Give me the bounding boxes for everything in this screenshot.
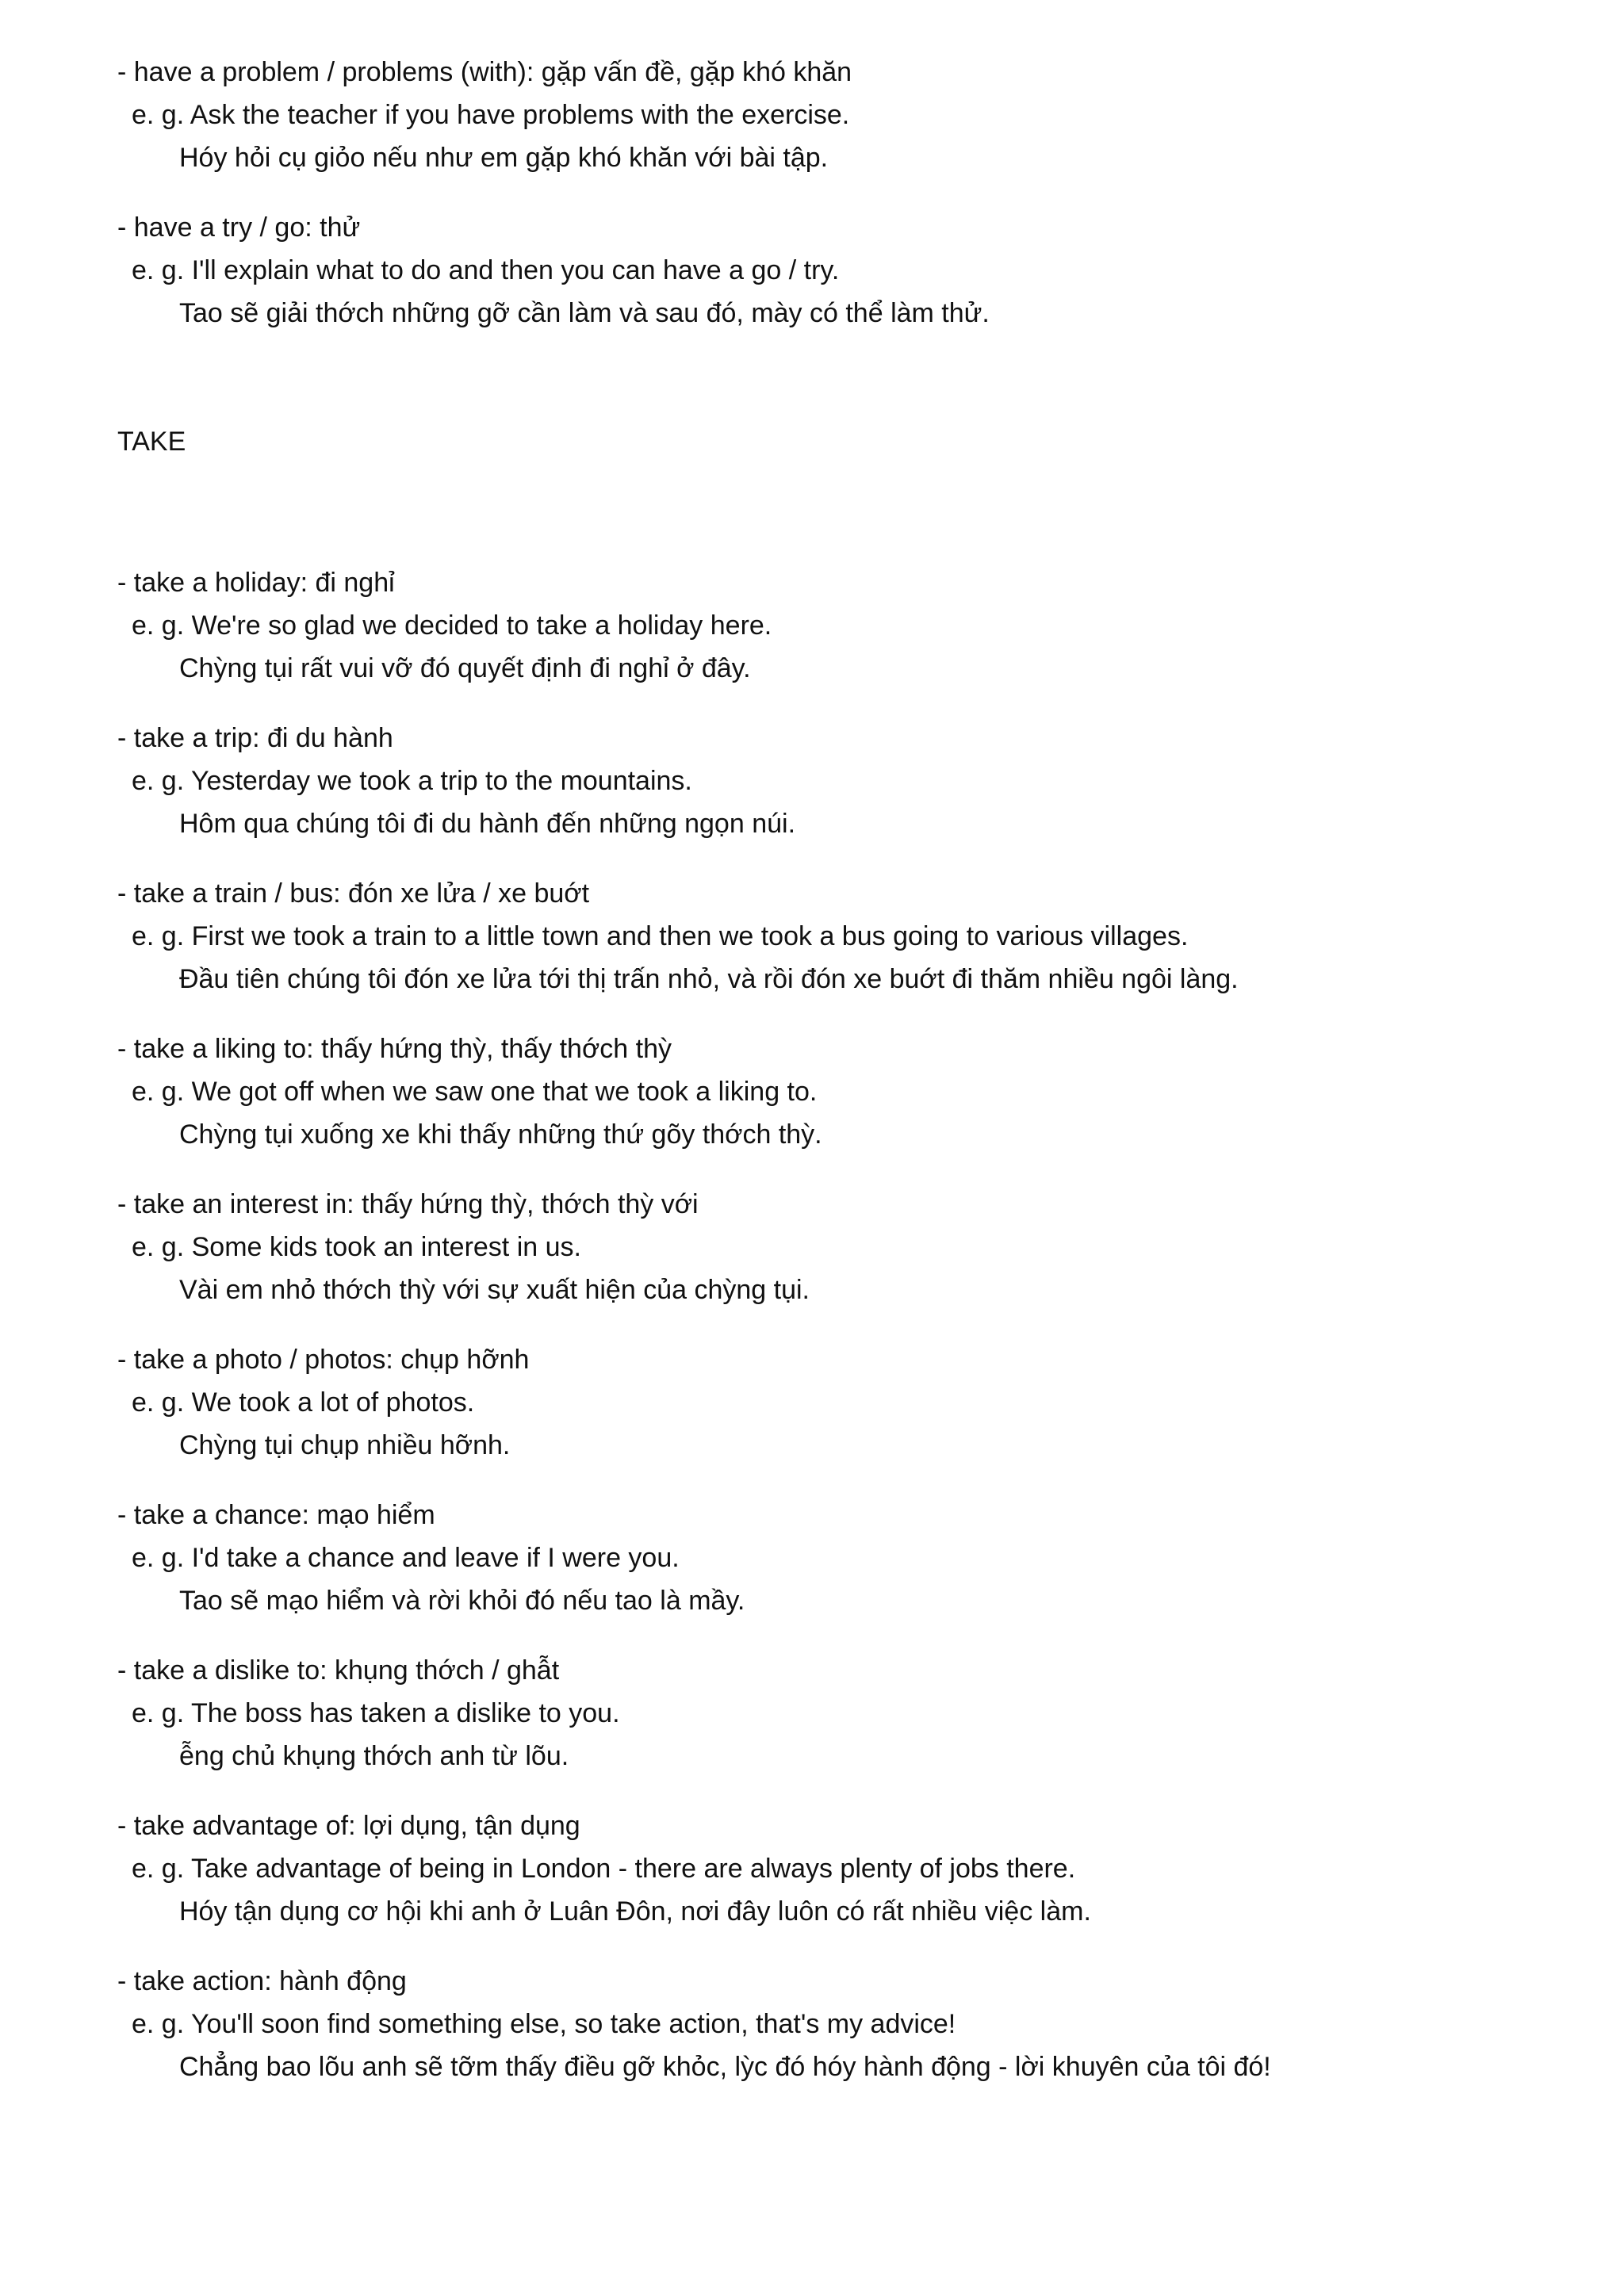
entry-translation: Tao sẽ mạo hiểm và rời khỏi đó nếu tao là mầy. <box>179 1586 745 1616</box>
entry-take-a-liking-to <box>117 1027 1624 1156</box>
entry-have-a-try <box>117 206 1624 335</box>
entry-term: - take a photo / photos: chụp hỡnh <box>117 1345 530 1375</box>
entry-example: e. g. Ask the teacher if you have problems with the exercise. <box>132 100 850 130</box>
entry-example: e. g. You'll soon find something else, so take action, that's my advice! <box>132 2009 956 2039</box>
entry-term: - have a try / go: thử <box>117 212 361 243</box>
entry-translation: Hóy tận dụng cơ hội khi anh ở Luân Đôn, nơi đây luôn có rất nhiều việc làm. <box>179 1896 1091 1927</box>
entry-example: e. g. Take advantage of being in London - there are always plenty of jobs there. <box>132 1854 1076 1884</box>
entry-term: - take a train / bus: đón xe lửa / xe buớt <box>117 878 590 909</box>
entry-term: - have a problem / problems (with): gặp vấn đề, gặp khó khăn <box>117 57 852 87</box>
entry-term: - take a liking to: thấy hứng thỳ, thấy thớch thỳ <box>117 1034 672 1064</box>
entry-take-a-chance <box>117 1494 1624 1622</box>
entry-term: - take advantage of: lợi dụng, tận dụng <box>117 1811 580 1841</box>
entry-have-a-problem <box>117 51 1624 179</box>
entry-take-a-photo <box>117 1338 1624 1467</box>
entry-example: e. g. We took a lot of photos. <box>132 1387 475 1418</box>
entry-example: e. g. Yesterday we took a trip to the mountains. <box>132 766 692 796</box>
entry-translation: Chỳng tụi chụp nhiều hỡnh. <box>179 1430 511 1460</box>
entry-term: - take a trip: đi du hành <box>117 723 393 753</box>
entry-translation: Tao sẽ giải thớch những gỡ cần làm và sau đó, mày có thể làm thử. <box>179 298 990 328</box>
entry-term: - take action: hành động <box>117 1966 407 1996</box>
entry-take-a-dislike-to <box>117 1649 1624 1777</box>
entry-translation: Hóy hỏi cụ giỏo nếu như em gặp khó khăn với bài tập. <box>179 143 829 173</box>
entry-translation: Chỳng tụi xuống xe khi thấy những thứ gõy thớch thỳ. <box>179 1119 822 1150</box>
entry-translation: Chỳng tụi rất vui vỡ đó quyết định đi nghỉ ở đây. <box>179 653 751 683</box>
entry-example: e. g. We got off when we saw one that we took a liking to. <box>132 1077 818 1107</box>
entry-example: e. g. First we took a train to a little town and then we took a bus going to various villages. <box>132 921 1189 951</box>
entry-term: - take a dislike to: khụng thớch / ghẫt <box>117 1655 560 1686</box>
entry-take-advantage-of <box>117 1804 1624 1933</box>
entry-translation: Đầu tiên chúng tôi đón xe lửa tới thị trấn nhỏ, và rồi đón xe buớt đi thăm nhiều ngôi làng. <box>179 964 1239 994</box>
section-heading: TAKE <box>117 427 186 457</box>
entry-take-action <box>117 1960 1624 2088</box>
entry-example: e. g. Some kids took an interest in us. <box>132 1232 581 1262</box>
entry-term: - take a holiday: đi nghỉ <box>117 568 395 598</box>
entry-take-a-train-bus <box>117 872 1624 1001</box>
entry-translation: Chẳng bao lõu anh sẽ tỡm thấy điều gỡ khỏc, lỳc đó hóy hành động - lời khuyên của tôi đó! <box>179 2052 1271 2082</box>
entry-example: e. g. The boss has taken a dislike to you. <box>132 1698 620 1728</box>
entry-example: e. g. We're so glad we decided to take a holiday here. <box>132 610 772 641</box>
entry-term: - take a chance: mạo hiểm <box>117 1500 435 1530</box>
entry-translation: Hôm qua chúng tôi đi du hành đến những ngọn núi. <box>179 809 796 839</box>
entry-take-a-trip <box>117 717 1624 845</box>
entry-example: e. g. I'd take a chance and leave if I were you. <box>132 1543 680 1573</box>
entry-example: e. g. I'll explain what to do and then you can have a go / try. <box>132 255 840 285</box>
entry-translation: Vài em nhỏ thớch thỳ với sự xuất hiện của chỳng tụi. <box>179 1275 810 1305</box>
entry-take-an-interest-in <box>117 1183 1624 1311</box>
entry-take-a-holiday <box>117 561 1624 690</box>
entry-translation: ễng chủ khụng thớch anh từ lõu. <box>179 1741 569 1771</box>
entry-term: - take an interest in: thấy hứng thỳ, thớch thỳ với <box>117 1189 699 1219</box>
